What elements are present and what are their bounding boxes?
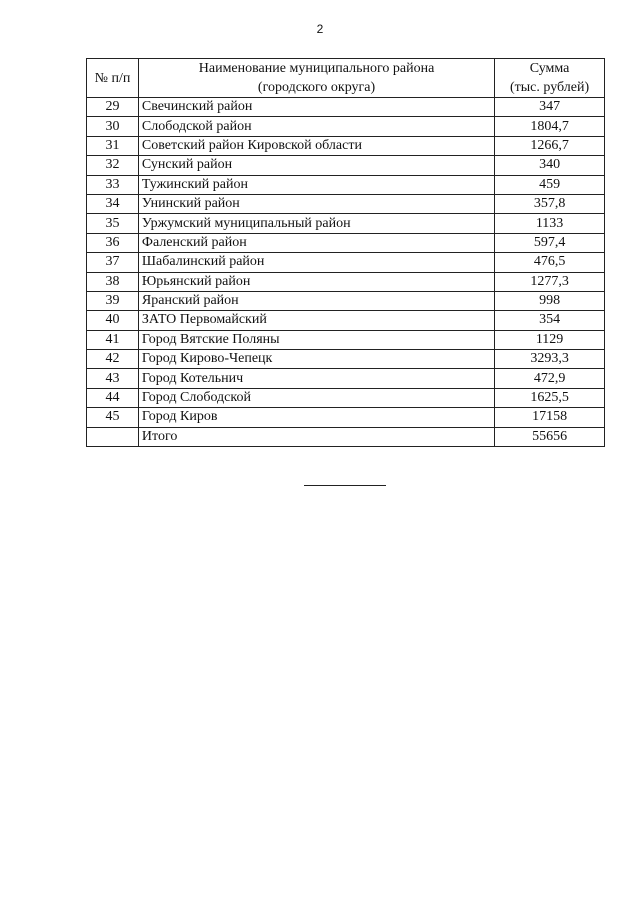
table-row bbox=[87, 408, 605, 427]
row-district-name: Город Слободской bbox=[138, 388, 494, 407]
row-number: 42 bbox=[87, 350, 139, 369]
header-name-line2: (городского округа) bbox=[257, 80, 376, 95]
header-sum-line1: Сумма bbox=[529, 61, 570, 76]
row-district-name: Советский район Кировской области bbox=[138, 136, 494, 155]
row-sum: 354 bbox=[495, 311, 605, 330]
table-row bbox=[87, 388, 605, 407]
table-body bbox=[87, 98, 605, 447]
total-row bbox=[87, 427, 605, 446]
row-sum: 1266,7 bbox=[495, 136, 605, 155]
row-sum: 17158 bbox=[495, 408, 605, 427]
row-sum: 998 bbox=[495, 291, 605, 310]
row-sum: 1804,7 bbox=[495, 117, 605, 136]
row-sum: 340 bbox=[495, 156, 605, 175]
row-number: 45 bbox=[87, 408, 139, 427]
row-district-name: Яранский район bbox=[138, 291, 494, 310]
row-district-name: Город Кирово-Чепецк bbox=[138, 350, 494, 369]
row-number: 37 bbox=[87, 253, 139, 272]
row-number: 33 bbox=[87, 175, 139, 194]
row-number: 34 bbox=[87, 194, 139, 213]
table-row bbox=[87, 350, 605, 369]
header-sum-line2: (тыс. рублей) bbox=[509, 80, 590, 95]
row-district-name: Город Вятские Поляны bbox=[138, 330, 494, 349]
header-name bbox=[138, 59, 494, 98]
total-label: Итого bbox=[138, 427, 494, 446]
header-sum bbox=[495, 59, 605, 98]
table-row bbox=[87, 291, 605, 310]
row-sum: 3293,3 bbox=[495, 350, 605, 369]
row-sum: 476,5 bbox=[495, 253, 605, 272]
row-number: 44 bbox=[87, 388, 139, 407]
row-number: 35 bbox=[87, 214, 139, 233]
row-district-name: Уржумский муниципальный район bbox=[138, 214, 494, 233]
row-number: 36 bbox=[87, 233, 139, 252]
table-row bbox=[87, 214, 605, 233]
row-number: 31 bbox=[87, 136, 139, 155]
row-number: 32 bbox=[87, 156, 139, 175]
row-district-name: Тужинский район bbox=[138, 175, 494, 194]
header-name-line1: Наименование муниципального района bbox=[198, 61, 435, 76]
row-sum: 347 bbox=[495, 98, 605, 117]
row-district-name: Унинский район bbox=[138, 194, 494, 213]
table-row bbox=[87, 136, 605, 155]
table-row bbox=[87, 117, 605, 136]
row-sum: 1277,3 bbox=[495, 272, 605, 291]
total-number-cell bbox=[87, 427, 139, 446]
table-row bbox=[87, 311, 605, 330]
table-row bbox=[87, 233, 605, 252]
row-sum: 459 bbox=[495, 175, 605, 194]
row-sum: 597,4 bbox=[495, 233, 605, 252]
table-header bbox=[87, 59, 605, 98]
table-row bbox=[87, 253, 605, 272]
table-row bbox=[87, 156, 605, 175]
table-row bbox=[87, 175, 605, 194]
table-row bbox=[87, 330, 605, 349]
row-number: 30 bbox=[87, 117, 139, 136]
row-district-name: Сунский район bbox=[138, 156, 494, 175]
row-district-name: Фаленский район bbox=[138, 233, 494, 252]
total-sum: 55656 bbox=[495, 427, 605, 446]
table-row bbox=[87, 98, 605, 117]
row-district-name: Шабалинский район bbox=[138, 253, 494, 272]
table-row bbox=[87, 369, 605, 388]
row-district-name: Город Котельнич bbox=[138, 369, 494, 388]
row-number: 38 bbox=[87, 272, 139, 291]
row-sum: 1133 bbox=[495, 214, 605, 233]
header-number bbox=[87, 59, 139, 98]
header-row bbox=[87, 59, 605, 98]
allocation-table bbox=[86, 58, 605, 447]
page-number: 2 bbox=[316, 22, 324, 36]
row-number: 29 bbox=[87, 98, 139, 117]
row-sum: 357,8 bbox=[495, 194, 605, 213]
row-district-name: ЗАТО Первомайский bbox=[138, 311, 494, 330]
row-sum: 1625,5 bbox=[495, 388, 605, 407]
row-district-name: Слободской район bbox=[138, 117, 494, 136]
row-district-name: Юрьянский район bbox=[138, 272, 494, 291]
table-row bbox=[87, 194, 605, 213]
table-row bbox=[87, 272, 605, 291]
row-district-name: Свечинский район bbox=[138, 98, 494, 117]
end-separator-line bbox=[304, 485, 386, 486]
row-sum: 1129 bbox=[495, 330, 605, 349]
row-number: 39 bbox=[87, 291, 139, 310]
row-sum: 472,9 bbox=[495, 369, 605, 388]
row-district-name: Город Киров bbox=[138, 408, 494, 427]
row-number: 40 bbox=[87, 311, 139, 330]
row-number: 41 bbox=[87, 330, 139, 349]
row-number: 43 bbox=[87, 369, 139, 388]
header-number-label: № п/п bbox=[94, 70, 131, 86]
